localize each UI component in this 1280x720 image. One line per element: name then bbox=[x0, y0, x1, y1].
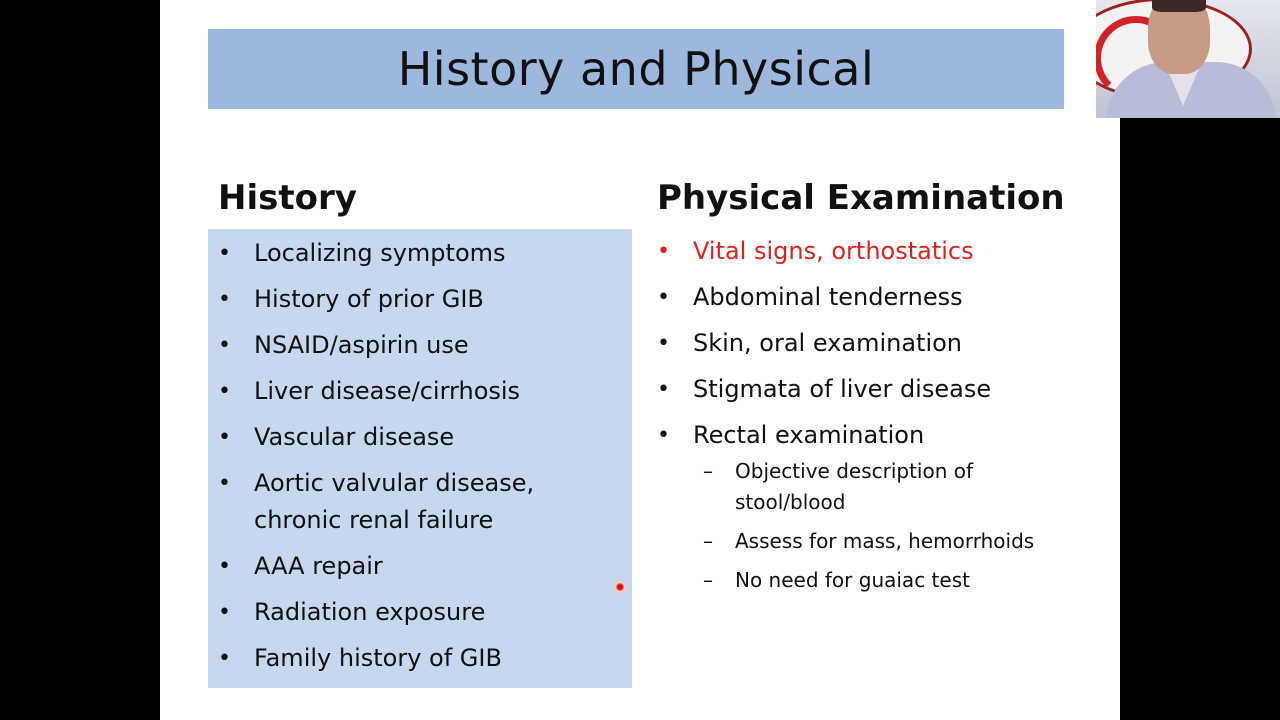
history-item-localizing-symptoms: • Localizing symptoms bbox=[208, 235, 628, 272]
bullet-icon: • bbox=[657, 285, 670, 310]
history-list bbox=[208, 235, 628, 686]
history-item-liver-disease: • Liver disease/cirrhosis bbox=[208, 373, 628, 410]
slide-title-bar bbox=[208, 29, 1064, 109]
exam-item-skin-oral: • Skin, oral examination bbox=[647, 325, 1087, 362]
bullet-icon: • bbox=[657, 377, 670, 402]
rectal-subitem-guaiac: – No need for guaiac test bbox=[693, 565, 1087, 596]
physical-examination-heading: Physical Examination bbox=[657, 178, 1065, 218]
history-item-aaa-repair: • AAA repair bbox=[208, 548, 628, 585]
bullet-icon: • bbox=[218, 600, 231, 625]
bullet-icon: • bbox=[218, 241, 231, 266]
exam-item-vital-signs: • Vital signs, orthostatics bbox=[647, 233, 1087, 270]
rectal-subitem-description: – Objective description of stool/blood bbox=[693, 456, 1087, 518]
history-item-family-history: • Family history of GIB bbox=[208, 640, 628, 677]
physical-examination-list bbox=[647, 233, 1087, 605]
exam-item-abdominal: • Abdominal tenderness bbox=[647, 279, 1087, 316]
bullet-icon: • bbox=[218, 646, 231, 671]
bullet-icon: • bbox=[657, 331, 670, 356]
history-item-aortic-renal: • Aortic valvular disease, chronic renal failure bbox=[208, 465, 628, 539]
bullet-icon: • bbox=[218, 471, 231, 496]
dash-icon: – bbox=[703, 568, 713, 592]
history-item-nsaid-aspirin: • NSAID/aspirin use bbox=[208, 327, 628, 364]
history-item-vascular-disease: • Vascular disease bbox=[208, 419, 628, 456]
bullet-icon: • bbox=[218, 333, 231, 358]
presentation-slide bbox=[160, 0, 1120, 720]
exam-item-rectal: • Rectal examination – Objective description of stool/blood – Assess for mass, hemorrhoids – No need for guaiac test bbox=[647, 417, 1087, 596]
bullet-icon: • bbox=[657, 239, 670, 264]
bullet-icon: • bbox=[657, 423, 670, 448]
bullet-icon: • bbox=[218, 379, 231, 404]
presenter-webcam bbox=[1096, 0, 1280, 118]
history-item-prior-gib: • History of prior GIB bbox=[208, 281, 628, 318]
bullet-icon: • bbox=[218, 554, 231, 579]
presenter-hair bbox=[1152, 0, 1206, 12]
bullet-icon: • bbox=[218, 425, 231, 450]
rectal-subitem-mass: – Assess for mass, hemorrhoids bbox=[693, 526, 1087, 557]
dash-icon: – bbox=[703, 529, 713, 553]
laser-pointer-icon bbox=[614, 581, 626, 593]
history-item-radiation: • Radiation exposure bbox=[208, 594, 628, 631]
bullet-icon: • bbox=[218, 287, 231, 312]
dash-icon: – bbox=[703, 459, 713, 483]
exam-item-stigmata: • Stigmata of liver disease bbox=[647, 371, 1087, 408]
rectal-exam-sublist bbox=[693, 456, 1087, 596]
history-heading: History bbox=[218, 178, 357, 218]
slide-title: History and Physical bbox=[397, 42, 875, 96]
